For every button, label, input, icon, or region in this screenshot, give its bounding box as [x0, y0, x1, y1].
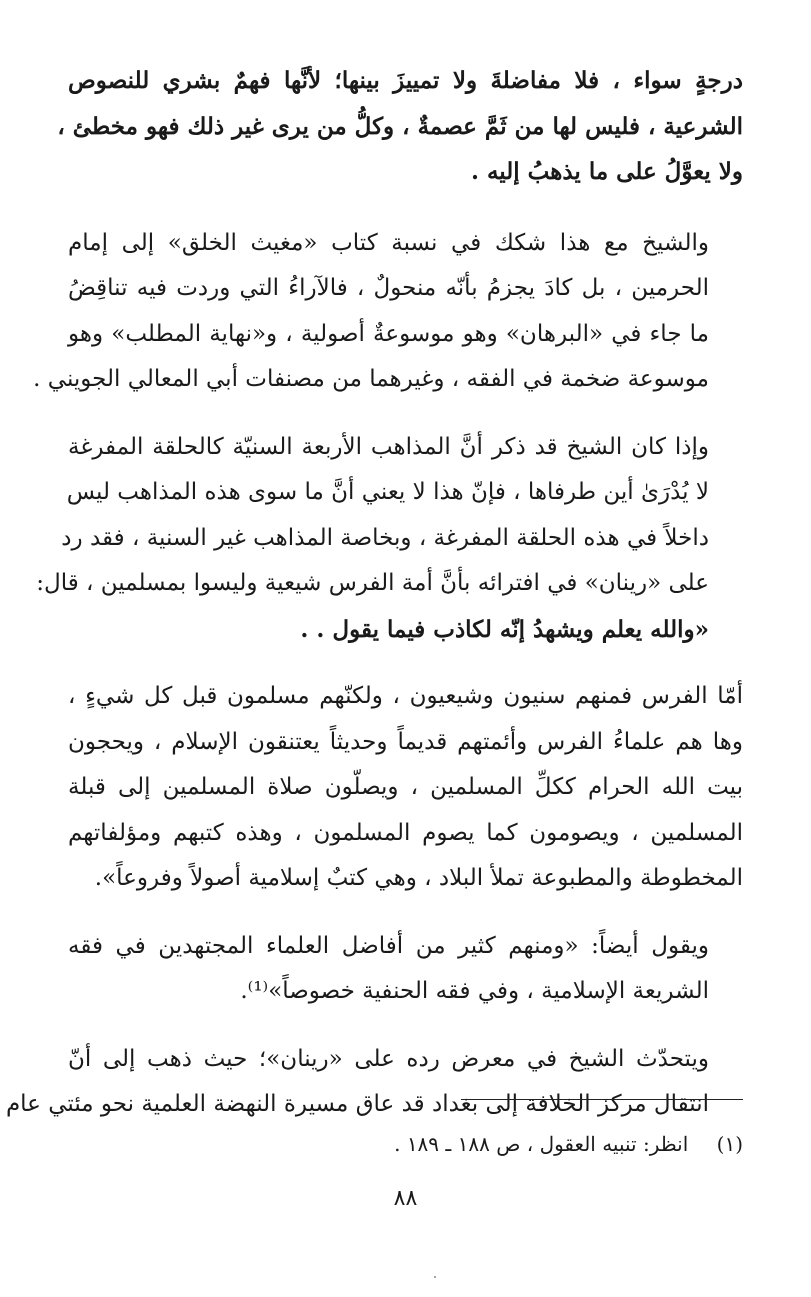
paragraph-1 [57, 58, 743, 195]
text-line: لا يُدْرَىٰ أين طرفاها ، فإنّ هذا لا يعني أنَّ ما سوى هذه المذاهب ليس [66, 479, 709, 505]
text-line: انتقال مركز الخلافة إلى بغداد قد عاق مسيرة النهضة العلمية نحو مئتي عام [5, 1091, 709, 1117]
text-line: المسلمين ، ويصومون كما يصوم المسلمون ، وهذه كتبهم ومؤلفاتهم [68, 819, 743, 846]
text-line: بيت الله الحرام ككلِّ المسلمين ، ويصلّون صلاة المسلمين إلى قبلة [68, 774, 743, 800]
footnote-text: انظر: تنبيه العقول ، ص ١٨٨ ـ ١٨٩ . [394, 1132, 689, 1156]
text-line: والشيخ مع هذا شكك في نسبة كتاب «مغيث الخلق» إلى إمام [68, 229, 709, 256]
text-line: «والله يعلم ويشهدُ إنّه لكاذب فيما يقول . . [300, 615, 709, 643]
paragraph-4 [68, 674, 743, 902]
paragraph-3 [36, 425, 743, 653]
footnote-divider [461, 1099, 743, 1100]
footnote [68, 1126, 743, 1162]
paragraph-5 [68, 924, 743, 1015]
text-line: الشريعة الإسلامية ، وفي فقه الحنفية خصوصاً»⁽¹⁾. [240, 978, 709, 1004]
text-line: ولا يعوَّلُ على ما يذهبُ إليه . [470, 158, 743, 185]
text-line: أمّا الفرس فمنهم سنيون وشيعيون ، ولكنّهم مسلمون قبل كل شيءٍ ، [68, 683, 743, 709]
text-line: الحرمين ، بل كادَ يجزمُ بأنّه منحولٌ ، فالآراءُ التي وردت فيه تناقِضُ [68, 275, 709, 301]
text-line: موسوعة ضخمة في الفقه ، وغيرهما من مصنفات أبي المعالي الجويني . [33, 366, 709, 392]
text-line: درجةٍ سواء ، فلا مفاضلةَ ولا تمييزَ بينها؛ لأنَّها فهمٌ بشري للنصوص [68, 67, 743, 94]
text-line: داخلاً في هذه الحلقة المفرغة ، وبخاصة المذاهب غير السنية ، فقد رد [61, 524, 709, 551]
text-line: وإذا كان الشيخ قد ذكر أنَّ المذاهب الأربعة السنيّة كالحلقة المفرغة [68, 433, 709, 460]
text-line: على «رينان» في افترائه بأنَّ أمة الفرس شيعية وليسوا بمسلمين ، قال: [36, 570, 709, 596]
text-line: الشرعية ، فليس لها من ثَمَّ عصمةٌ ، وكلُّ من يرى غير ذلك فهو مخطئ ، [57, 112, 743, 140]
paragraph-2 [33, 221, 743, 403]
text-line: ويقول أيضاً: «ومنهم كثير من أفاضل العلماء المجتهدين في فقه [68, 932, 709, 959]
paragraph-6 [5, 1037, 743, 1128]
page-body [5, 58, 743, 1150]
text-line: ما جاء في «البرهان» وهو موسوعةٌ أصولية ، و«نهاية المطلب» وهو [68, 320, 709, 347]
footnote-mark: (١) [716, 1132, 743, 1156]
text-line: ويتحدّث الشيخ في معرض رده على «رينان»؛ حيث ذهب إلى أنّ [68, 1045, 709, 1072]
text-line: وها هم علماءُ الفرس وأئمتهم قديماً وحديثاً يعتنقون الإسلام ، ويحجون [68, 728, 743, 755]
scan-speck [434, 1276, 436, 1278]
page-number: ٨٨ [393, 1186, 418, 1211]
text-line: المخطوطة والمطبوعة تملأ البلاد ، وهي كتبٌ إسلامية أصولاً وفروعاً». [94, 865, 743, 891]
